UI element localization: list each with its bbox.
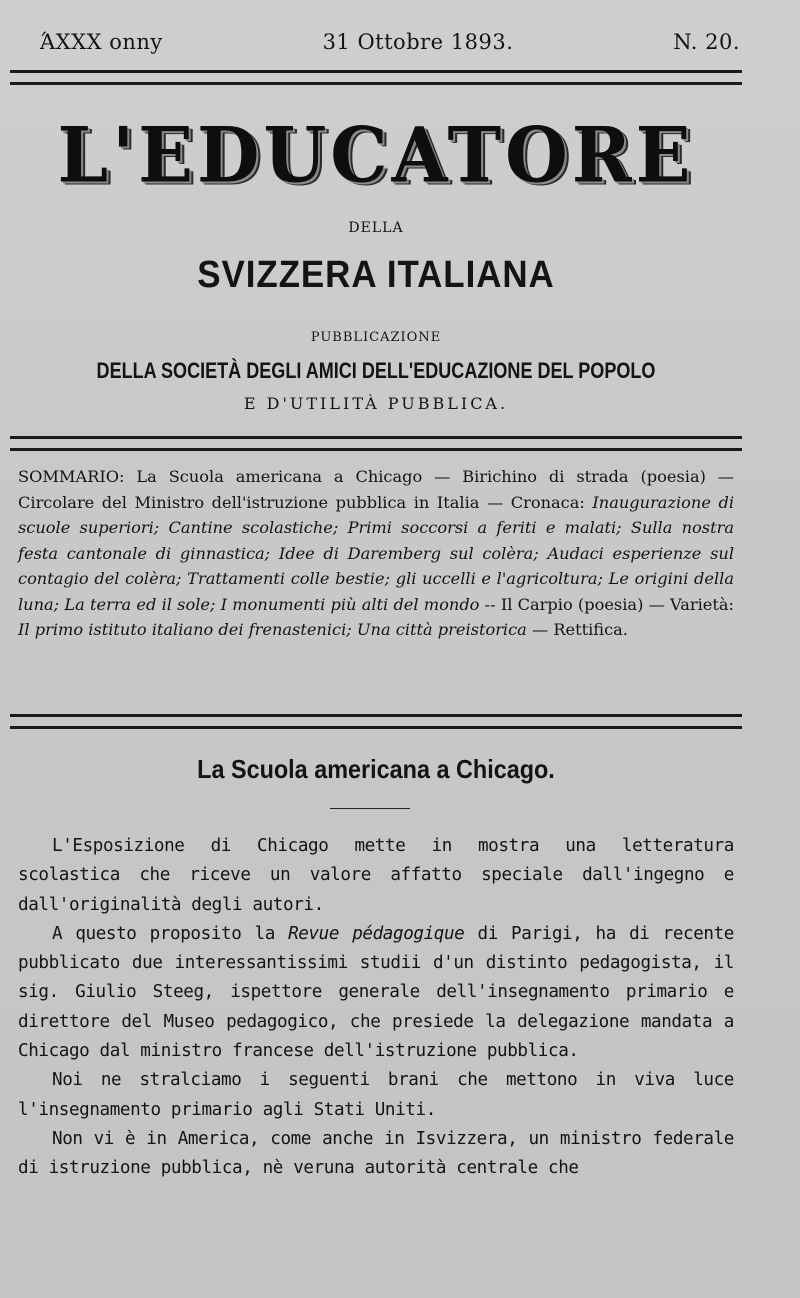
title-divider — [330, 808, 410, 809]
article-body — [18, 832, 734, 1184]
masthead-subtitle: SVIZZERA ITALIANA — [197, 254, 555, 296]
p2-rest: di Parigi, ha di recente pubblicato due interessantissimi studii d'un distinto pedagogista, il sig. Giulio Steeg, ispettore generale dell'insegnamento primario e direttore del Museo pedagogico, che presiede la delegazione mandata a Chicago dal ministro francese dell'istruzione pubblica. — [18, 923, 734, 1062]
article-paragraph-2 — [18, 920, 734, 1066]
sommario-italic1: Inaugurazione di scuole superiori; Cantine scolastiche; Primi soccorsi a feriti e malati; Sulla nostra festa cantonale di ginnastica; Idee di Daremberg sul colèra; Audaci esperienze sul contagio del colèra; Trattamenti colle bestie; gli uccelli e l'agricoltura; Le origini della luna; La terra ed il sole; I monumenti più alti del mondo — [18, 492, 735, 614]
issue-number: N. 20. — [673, 30, 740, 54]
article-paragraph-3: Noi ne stralciamo i seguenti brani che mettono in viva luce l'insegnamento primario agli Stati Uniti. — [18, 1070, 734, 1120]
masthead-title: L'EDUCATORE — [57, 109, 695, 200]
sommario-italic2: Il primo istituto italiano dei frenastenici; Una città preistorica — [18, 620, 527, 639]
sommario-part2: -- Il Carpio (poesia) — Varietà: — [484, 594, 734, 614]
sommario-rule — [10, 714, 742, 729]
header-rule — [10, 70, 742, 85]
sommario-label: SOMMARIO: — [18, 467, 125, 486]
sommario-part3: — Rettifica. — [532, 620, 628, 639]
p2-start: A questo proposito la — [52, 923, 275, 944]
masthead-utilita: E D'UTILITÀ PUBBLICA. — [243, 394, 509, 413]
masthead-della: DELLA — [348, 220, 404, 236]
p2-journal: Revue pédagogique — [288, 923, 465, 944]
issue-date: 31 Ottobre 1893. — [322, 30, 514, 54]
article-paragraph-4: Non vi è in America, come anche in Isvizzera, un ministro federale di istruzione pubblica, nè veruna autorità centrale che — [18, 1128, 734, 1179]
issue-header — [40, 30, 740, 54]
article-paragraph-1: L'Esposizione di Chicago mette in mostra una letteratura scolastica che riceve un valore affatto speciale dall'ingegno e dall'originalità degli autori. — [18, 836, 734, 915]
masthead-rule — [10, 436, 742, 451]
issue-year: ΆXXX onny — [40, 30, 163, 54]
table-of-contents — [18, 464, 734, 643]
masthead-societa: DELLA SOCIETÀ DEGLI AMICI DELL'EDUCAZIONE DEL POPOLO — [96, 358, 656, 383]
article-title: La Scuola americana a Chicago. — [197, 754, 555, 784]
masthead-pubblicazione: PUBBLICAZIONE — [310, 330, 442, 345]
sommario-part1: La Scuola americana a Chicago — Birichino di strada (poesia) — Circolare del Ministro dell'istruzione pubblica in Italia — Cronaca: — [18, 467, 734, 512]
